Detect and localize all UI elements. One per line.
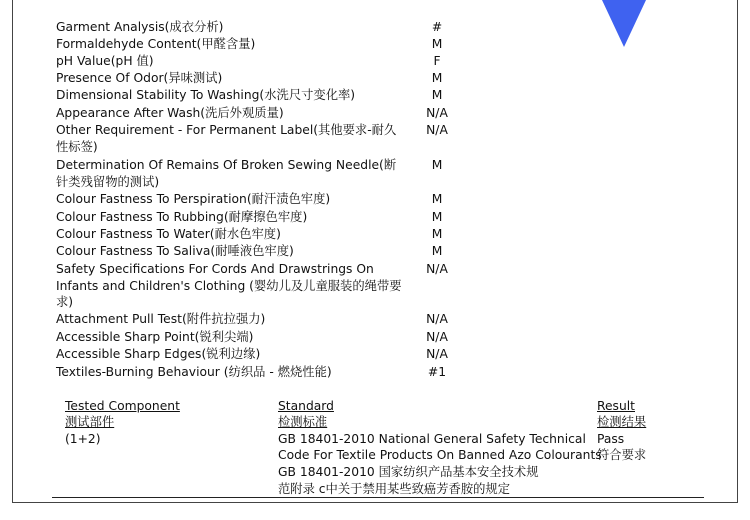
analysis-item-code: N/A bbox=[426, 347, 448, 361]
analysis-item-label: Safety Specifications For Cords And Drawstrings On Infants and Children's Clothing (婴幼儿及儿童服装的绳带要求) bbox=[56, 262, 402, 309]
analysis-item-label: Other Requirement - For Permanent Label(其他要求-耐久性标签) bbox=[56, 123, 397, 154]
result-value-en: Pass bbox=[597, 432, 625, 446]
analysis-item-code: F bbox=[433, 54, 441, 68]
standard-line: GB 18401-2010 National General Safety Technical bbox=[278, 432, 586, 446]
analysis-item-label: Determination Of Remains Of Broken Sewing Needle(断针类残留物的测试) bbox=[56, 158, 397, 189]
analysis-item-code: M bbox=[431, 158, 443, 172]
analysis-item-code: # bbox=[431, 20, 443, 34]
analysis-item-code: N/A bbox=[426, 106, 448, 120]
analysis-item-code: M bbox=[431, 37, 443, 51]
analysis-item-label: Colour Fastness To Rubbing(耐摩擦色牢度) bbox=[56, 210, 308, 224]
result-value-cn: 符合要求 bbox=[597, 448, 647, 462]
analysis-item-label: Colour Fastness To Water(耐水色牢度) bbox=[56, 227, 281, 241]
analysis-item-label: Appearance After Wash(洗后外观质量) bbox=[56, 106, 284, 120]
analysis-item-code: M bbox=[431, 227, 443, 241]
analysis-item-code: N/A bbox=[426, 262, 448, 276]
result-header-cn: 检测结果 bbox=[597, 415, 647, 429]
analysis-item-code: #1 bbox=[427, 365, 447, 379]
analysis-item-label: Garment Analysis(成衣分析) bbox=[56, 20, 224, 34]
analysis-item-code: M bbox=[431, 71, 443, 85]
standard-line: 范附录 c中关于禁用某些致癌芳香胺的规定 bbox=[278, 482, 511, 496]
analysis-item-code: N/A bbox=[426, 123, 448, 137]
standard-header-en: Standard bbox=[278, 399, 334, 413]
analysis-item-label: Attachment Pull Test(附件抗拉强力) bbox=[56, 312, 266, 326]
standard-line: Code For Textile Products On Banned Azo Colourants bbox=[278, 448, 602, 462]
bottom-divider bbox=[52, 497, 704, 498]
analysis-item-code: M bbox=[431, 88, 443, 102]
analysis-item-label: Colour Fastness To Saliva(耐唾液色牢度) bbox=[56, 244, 294, 258]
corner-marker-icon bbox=[602, 0, 646, 47]
analysis-item-code: M bbox=[431, 210, 443, 224]
standard-header-cn: 检测标准 bbox=[278, 415, 328, 429]
analysis-item-label: pH Value(pH 值) bbox=[56, 54, 154, 68]
tested-component-value: (1+2) bbox=[65, 432, 101, 446]
analysis-item-label: Presence Of Odor(异味测试) bbox=[56, 71, 223, 85]
analysis-item-label: Colour Fastness To Perspiration(耐汗渍色牢度) bbox=[56, 192, 331, 206]
analysis-item-label: Textiles-Burning Behaviour (纺织品 - 燃烧性能) bbox=[56, 365, 332, 379]
component-header-cn: 测试部件 bbox=[65, 415, 115, 429]
analysis-item-label: Dimensional Stability To Washing(水洗尺寸变化率) bbox=[56, 88, 356, 102]
component-header-en: Tested Component bbox=[65, 399, 180, 413]
analysis-item-label: Accessible Sharp Point(锐利尖端) bbox=[56, 330, 254, 344]
analysis-item-label: Accessible Sharp Edges(锐利边缘) bbox=[56, 347, 261, 361]
analysis-item-code: M bbox=[431, 192, 443, 206]
analysis-item-code: M bbox=[431, 244, 443, 258]
standard-line: GB 18401-2010 国家纺织产品基本安全技术规 bbox=[278, 465, 539, 479]
result-header-en: Result bbox=[597, 399, 635, 413]
analysis-item-code: N/A bbox=[426, 312, 448, 326]
analysis-item-code: N/A bbox=[426, 330, 448, 344]
analysis-item-label: Formaldehyde Content(甲醛含量) bbox=[56, 37, 256, 51]
